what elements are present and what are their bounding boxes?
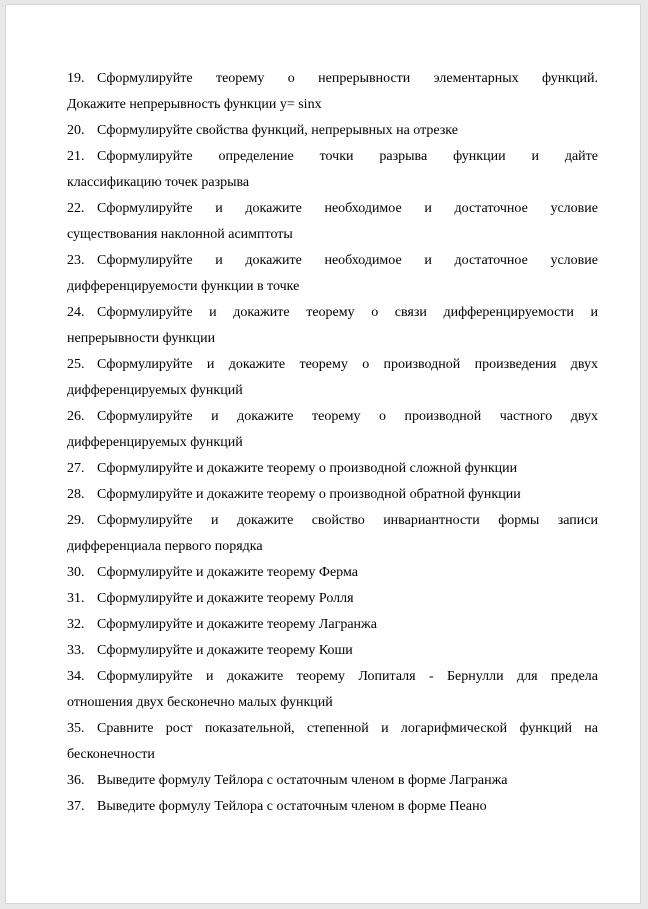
question-text: непрерывности функции [67,331,216,346]
question-item-continuation [67,742,598,768]
question-text: Докажите непрерывность функции y= sinx [67,97,322,112]
document-page [5,4,641,904]
question-item-continuation [67,378,598,404]
question-number: 33. [67,643,85,658]
question-text: классификацию точек разрыва [67,175,250,190]
question-number: 24. [67,305,85,320]
question-item [67,612,598,638]
question-number: 20. [67,123,85,138]
question-item [67,508,598,534]
question-item [67,586,598,612]
question-item [67,638,598,664]
question-text: Сформулируйте и докажите теорему о связи дифференцируемости и [97,305,598,320]
question-item [67,404,598,430]
question-text: Сформулируйте и докажите теорему о производной частного двух [97,409,598,424]
question-item-continuation [67,430,598,456]
question-text: Сформулируйте и докажите теорему Ферма [97,565,358,580]
question-text: дифференцируемости функции в точке [67,279,300,294]
question-text: Сформулируйте теорему о непрерывности элементарных функций. [97,71,598,86]
question-text: Сформулируйте и докажите необходимое и достаточное условие [97,253,598,268]
question-text: Сформулируйте и докажите теорему о производной обратной функции [97,487,521,502]
question-text: Сформулируйте свойства функций, непрерывных на отрезке [97,123,458,138]
question-list [67,66,598,820]
question-text: Сформулируйте и докажите необходимое и достаточное условие [97,201,598,216]
question-text: бесконечности [67,747,155,762]
question-number: 19. [67,71,85,86]
question-item-continuation [67,690,598,716]
question-number: 25. [67,357,85,372]
question-item [67,482,598,508]
question-number: 35. [67,721,85,736]
question-number: 26. [67,409,85,424]
question-text: Сформулируйте и докажите теорему Лагранжа [97,617,377,632]
question-item [67,144,598,170]
question-number: 31. [67,591,85,606]
question-item [67,768,598,794]
question-text: отношения двух бесконечно малых функций [67,695,333,710]
question-text: Сформулируйте и докажите теорему о производной произведения двух [97,357,598,372]
question-number: 30. [67,565,85,580]
question-item-continuation [67,222,598,248]
question-number: 28. [67,487,85,502]
question-item [67,794,598,820]
question-item-continuation [67,170,598,196]
question-text: дифференциала первого порядка [67,539,263,554]
question-item [67,456,598,482]
question-item [67,196,598,222]
question-item [67,300,598,326]
question-item [67,66,598,92]
question-text: Сформулируйте и докажите теорему Лопиталя - Бернулли для предела [97,669,598,684]
question-item [67,118,598,144]
question-item-continuation [67,534,598,560]
question-number: 29. [67,513,85,528]
question-item-continuation [67,92,598,118]
question-text: Сформулируйте и докажите свойство инвариантности формы записи [97,513,598,528]
question-text: Выведите формулу Тейлора с остаточным членом в форме Лагранжа [97,773,508,788]
question-item [67,352,598,378]
question-text: Сформулируйте и докажите теорему Коши [97,643,353,658]
question-text: Сформулируйте и докажите теорему Ролля [97,591,354,606]
question-text: дифференцируемых функций [67,435,243,450]
question-text: существования наклонной асимптоты [67,227,293,242]
question-number: 23. [67,253,85,268]
question-text: дифференцируемых функций [67,383,243,398]
question-number: 34. [67,669,85,684]
question-text: Сравните рост показательной, степенной и логарифмической функций на [97,721,598,736]
question-number: 21. [67,149,85,164]
question-item [67,560,598,586]
question-item-continuation [67,326,598,352]
question-text: Сформулируйте определение точки разрыва функции и дайте [97,149,598,164]
question-number: 36. [67,773,85,788]
question-text: Выведите формулу Тейлора с остаточным членом в форме Пеано [97,799,487,814]
question-number: 32. [67,617,85,632]
question-item-continuation [67,274,598,300]
question-item [67,716,598,742]
question-number: 27. [67,461,85,476]
question-item [67,248,598,274]
question-number: 22. [67,201,85,216]
question-text: Сформулируйте и докажите теорему о производной сложной функции [97,461,518,476]
question-number: 37. [67,799,85,814]
question-item [67,664,598,690]
